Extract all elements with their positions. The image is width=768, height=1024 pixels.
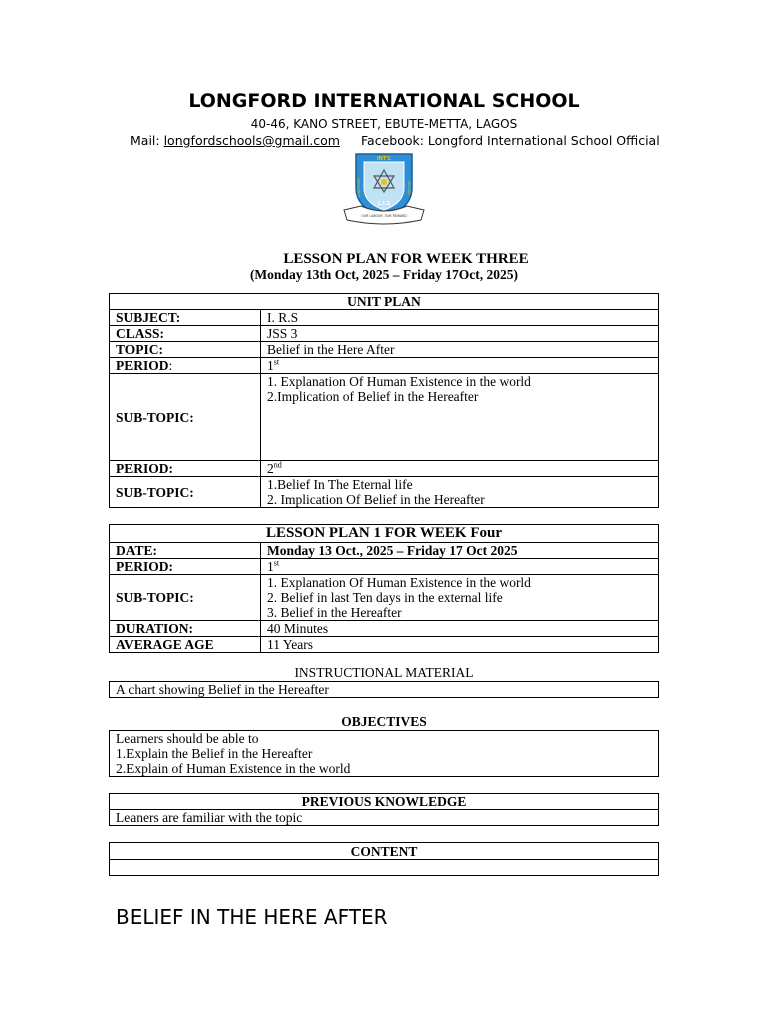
period-number: 1 (267, 358, 274, 373)
subtopic-line: 1. Explanation Of Human Existence in the world (267, 575, 531, 590)
subtopic-line: 1. Explanation Of Human Existence in the world (267, 374, 531, 389)
period-label-colon: : (168, 358, 173, 373)
subtopic-value (261, 374, 659, 461)
subtopic-value (261, 575, 659, 621)
topic-label: TOPIC: (110, 342, 261, 358)
objective-line: 2.Explain of Human Existence in the world (116, 761, 351, 776)
mail-link[interactable]: longfordschools@gmail.com (163, 133, 340, 148)
period-label: PERIOD: (110, 559, 261, 575)
school-logo (341, 150, 427, 226)
logo-bottom-text: L.I.S (377, 201, 391, 207)
lesson-plan-header: LESSON PLAN 1 FOR WEEK Four (110, 525, 659, 543)
class-value: JSS 3 (261, 326, 659, 342)
period-number: 1 (267, 559, 274, 574)
subtopic-label: SUB-TOPIC: (110, 477, 261, 508)
lesson-plan-title: LESSON PLAN FOR WEEK THREE (283, 251, 529, 267)
mail-label: Mail: (130, 133, 164, 148)
class-label: CLASS: (110, 326, 261, 342)
facebook-text: Facebook: Longford International School Official (361, 133, 660, 148)
period-label: PERIOD: (110, 461, 261, 477)
average-age-value: 11 Years (261, 637, 659, 653)
period-suffix: nd (273, 460, 282, 470)
average-age-label: AVERAGE AGE (110, 637, 261, 653)
objectives-value (110, 731, 659, 777)
subtopic-label: SUB-TOPIC: (110, 575, 261, 621)
objective-line: Learners should be able to (116, 731, 259, 746)
period-value (261, 559, 659, 575)
period-value (261, 358, 659, 374)
period-label (110, 358, 261, 374)
content-heading: CONTENT (110, 843, 659, 860)
subtopic-value (261, 477, 659, 508)
period-suffix: st (273, 558, 280, 568)
section-heading: BELIEF IN THE HERE AFTER (116, 905, 388, 929)
period-value (261, 461, 659, 477)
unit-plan-table (109, 293, 659, 508)
subtopic-line: 2. Belief in last Ten days in the external life (267, 590, 503, 605)
contact-line (130, 133, 340, 148)
subtopic-line: 1.Belief In The Eternal life (267, 477, 413, 492)
objective-line: 1.Explain the Belief in the Hereafter (116, 746, 313, 761)
subtopic-line: 3. Belief in the Hereafter (267, 605, 402, 620)
subtopic-line: 2.Implication of Belief in the Hereafter (267, 389, 479, 404)
duration-value: 40 Minutes (261, 621, 659, 637)
date-label: DATE: (110, 543, 261, 559)
date-value: Monday 13 Oct., 2025 – Friday 17 Oct 2025 (261, 543, 659, 559)
previous-knowledge-value: Leaners are familiar with the topic (110, 810, 659, 826)
school-name: LONGFORD INTERNATIONAL SCHOOL (188, 90, 580, 112)
topic-value: Belief in the Here After (261, 342, 659, 358)
lesson-plan-table (109, 524, 659, 653)
school-address: 40-46, KANO STREET, EBUTE-METTA, LAGOS (250, 117, 518, 131)
subject-value: I. R.S (261, 310, 659, 326)
period-number: 2 (267, 461, 274, 476)
content-value (110, 860, 659, 876)
logo-top-text: INT'L (376, 156, 392, 162)
previous-knowledge-heading: PREVIOUS KNOWLEDGE (110, 794, 659, 810)
objectives-box (109, 730, 659, 777)
period-label-text: PERIOD (116, 358, 169, 373)
subtopic-line: 2. Implication Of Belief in the Hereafter (267, 492, 485, 507)
duration-label: DURATION: (110, 621, 261, 637)
instructional-material-heading: INSTRUCTIONAL MATERIAL (294, 665, 474, 680)
previous-knowledge-table (109, 793, 659, 826)
instructional-material-value: A chart showing Belief in the Hereafter (110, 682, 659, 698)
unit-plan-header: UNIT PLAN (110, 294, 659, 310)
logo-left-text: LONGFORD (357, 178, 361, 198)
logo-ribbon-text: OUR LABOUR, OUR REWARD (361, 214, 407, 218)
lesson-plan-dates: (Monday 13th Oct, 2025 – Friday 17Oct, 2025) (249, 267, 519, 282)
objectives-heading: OBJECTIVES (341, 714, 427, 729)
subject-label: SUBJECT: (110, 310, 261, 326)
instructional-material-box (109, 681, 659, 698)
content-table (109, 842, 659, 876)
period-suffix: st (273, 357, 280, 367)
logo-right-text: SCHOOL (407, 180, 411, 196)
subtopic-label: SUB-TOPIC: (110, 374, 261, 461)
